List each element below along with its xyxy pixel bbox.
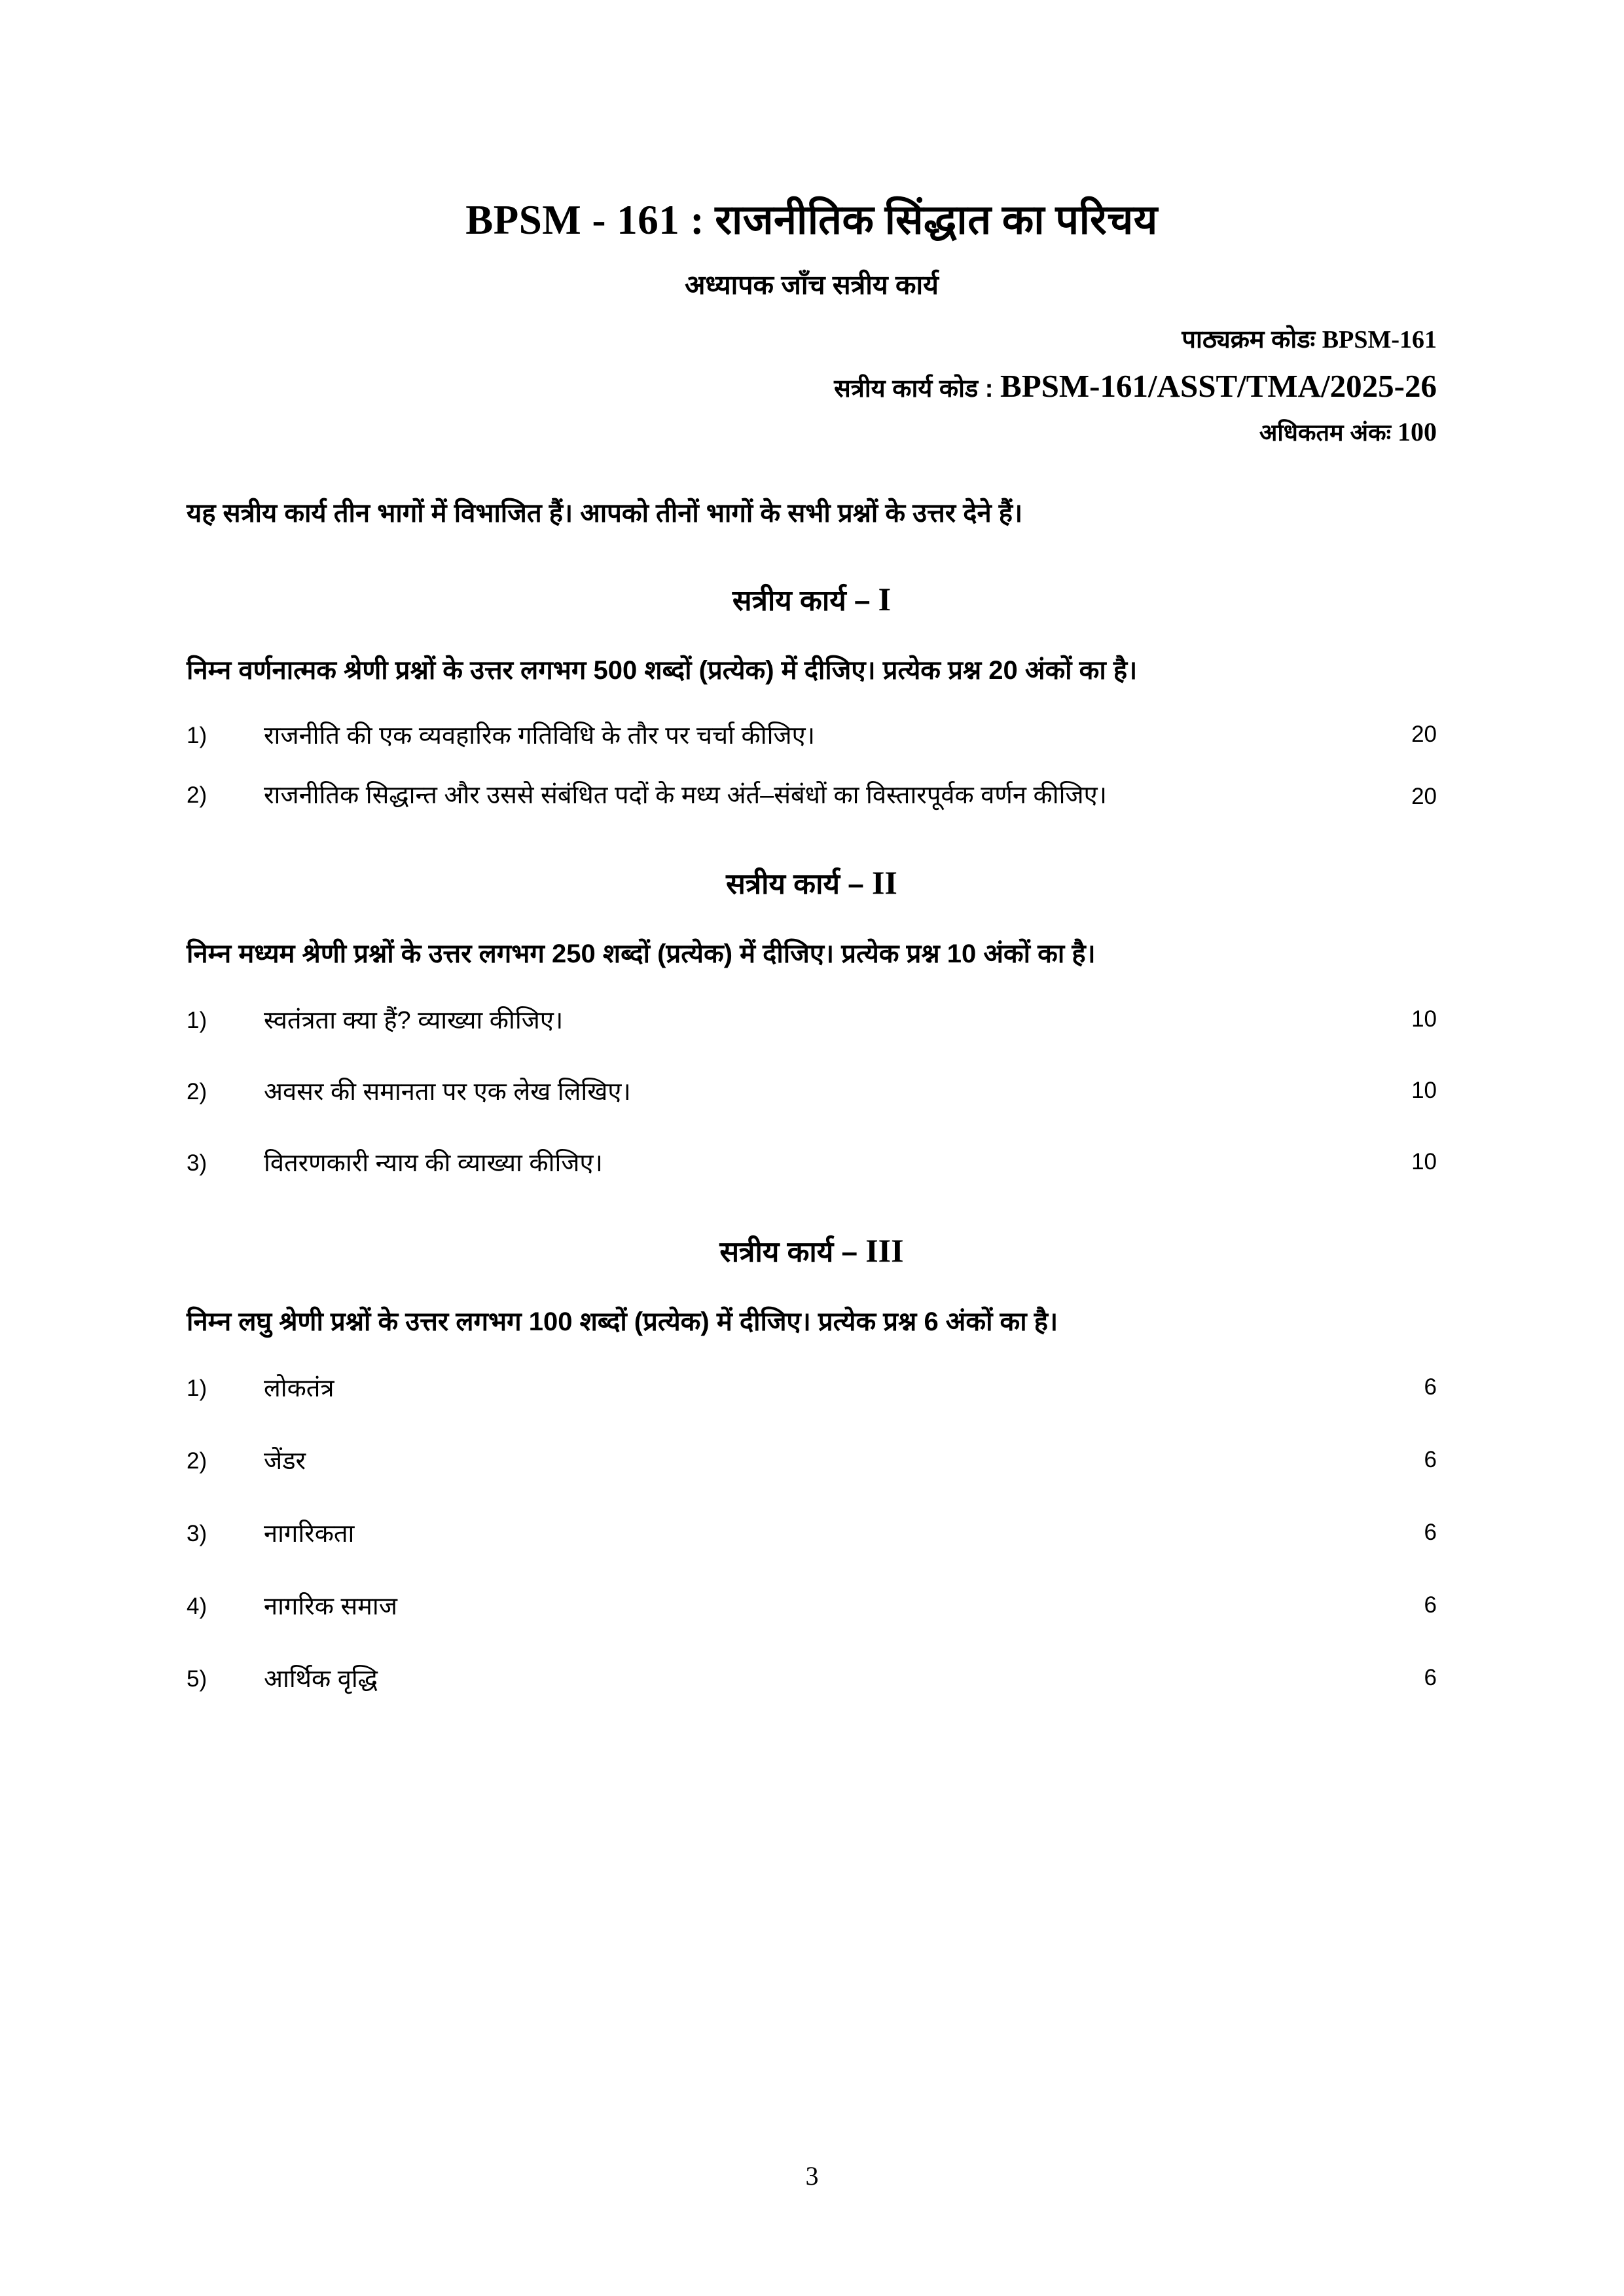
question-item [187, 1074, 1437, 1111]
section-3-heading [187, 1231, 1437, 1270]
section-1 [187, 579, 1437, 814]
question-text: स्वतंत्रता क्या हैं? व्याख्या कीजिए। [264, 1006, 564, 1034]
question-number: 1) [187, 1376, 208, 1402]
assignment-meta [187, 322, 1437, 450]
section-2-heading-roman: II [871, 864, 897, 901]
question-marks: 10 [1411, 1006, 1437, 1032]
question-text: जेंडर [264, 1448, 306, 1476]
question-text: आर्थिक वृद्धि [264, 1666, 378, 1694]
section-2-heading [187, 863, 1437, 902]
assignment-code-label: सत्रीय कार्य कोड : [834, 374, 994, 403]
section-1-instruction: निम्न वर्णनात्मक श्रेणी प्रश्नों के उत्तर लगभग 500 शब्दों (प्रत्येक) में दीजिए। प्रत्येक प्रश्न 20 अंकों का है। [187, 655, 1138, 685]
question-marks: 6 [1424, 1374, 1437, 1400]
question-text: नागरिक समाज [264, 1593, 397, 1621]
question-marks: 20 [1411, 784, 1437, 810]
section-2 [187, 863, 1437, 1182]
question-text: अवसर की समानता पर एक लेख लिखिए। [264, 1078, 631, 1106]
question-item [187, 1145, 1437, 1182]
question-text: लोकतंत्र [264, 1375, 334, 1403]
question-item [187, 777, 1437, 814]
question-item [187, 1002, 1437, 1040]
section-3-question-list [187, 1370, 1437, 1698]
question-marks: 10 [1411, 1148, 1437, 1175]
course-code-line [187, 322, 1437, 358]
assignment-code-line [187, 363, 1437, 409]
section-2-heading-prefix: सत्रीय कार्य – [726, 867, 872, 900]
question-item [187, 1661, 1437, 1698]
section-2-instruction: निम्न मध्यम श्रेणी प्रश्नों के उत्तर लगभग 250 शब्दों (प्रत्येक) में दीजिए। प्रत्येक प्रश्न 10 अंकों का है। [187, 939, 1096, 968]
question-item [187, 1516, 1437, 1553]
question-item [187, 1588, 1437, 1626]
question-number: 3) [187, 1521, 208, 1547]
max-marks-label: अधिकतम अंकः [1259, 418, 1391, 446]
question-item [187, 1370, 1437, 1408]
question-marks: 6 [1424, 1665, 1437, 1691]
question-number: 1) [187, 722, 208, 748]
question-marks: 10 [1411, 1077, 1437, 1103]
section-3-heading-prefix: सत्रीय कार्य – [719, 1235, 866, 1268]
max-marks-line [187, 413, 1437, 451]
question-text: वितरणकारी न्याय की व्याख्या कीजिए। [264, 1149, 603, 1177]
section-1-question-list [187, 718, 1437, 814]
question-text: राजनीति की एक व्यवहारिक गतिविधि के तौर पर चर्चा कीजिए। [264, 721, 816, 750]
section-1-heading-prefix: सत्रीय कार्य – [732, 584, 878, 617]
intro-paragraph: यह सत्रीय कार्य तीन भागों में विभाजित हैं। आपको तीनों भागों के सभी प्रश्नों के उत्तर देने हैं। [187, 498, 1023, 528]
page-content [187, 0, 1437, 1734]
max-marks-value: 100 [1398, 416, 1437, 446]
section-3 [187, 1231, 1437, 1698]
question-text: नागरिकता [264, 1520, 355, 1548]
section-3-instruction: निम्न लघु श्रेणी प्रश्नों के उत्तर लगभग 100 शब्दों (प्रत्येक) में दीजिए। प्रत्येक प्रश्न 6 अंकों का है। [187, 1307, 1058, 1336]
assignment-code-value: BPSM-161/ASST/TMA/2025-26 [1000, 367, 1437, 404]
question-marks: 6 [1424, 1447, 1437, 1473]
question-item [187, 718, 1437, 755]
section-2-question-list [187, 1002, 1437, 1182]
question-number: 3) [187, 1150, 208, 1176]
page-subtitle: अध्यापक जाँच सत्रीय कार्य [685, 270, 939, 301]
section-1-heading [187, 579, 1437, 619]
question-marks: 20 [1411, 721, 1437, 747]
question-number: 4) [187, 1594, 208, 1620]
question-marks: 6 [1424, 1592, 1437, 1618]
course-code-value: BPSM-161 [1322, 326, 1437, 354]
question-number: 2) [187, 782, 208, 808]
question-number: 2) [187, 1448, 208, 1474]
page-number: 3 [805, 2161, 819, 2191]
question-number: 1) [187, 1007, 208, 1033]
question-marks: 6 [1424, 1520, 1437, 1546]
question-text: राजनीतिक सिद्धान्त और उससे संबंधित पदों के मध्य अंर्त–संबंधों का विस्तारपूर्वक वर्णन कीजिए। [264, 781, 1108, 809]
question-number: 2) [187, 1078, 208, 1104]
question-number: 5) [187, 1666, 208, 1692]
page-title: BPSM - 161 : राजनीतिक सिंद्धात का परिचय [465, 197, 1158, 243]
section-3-heading-roman: III [865, 1231, 904, 1269]
course-code-label: पाठ्यक्रम कोडः [1182, 326, 1316, 354]
question-item [187, 1443, 1437, 1480]
section-1-heading-roman: I [878, 580, 892, 617]
